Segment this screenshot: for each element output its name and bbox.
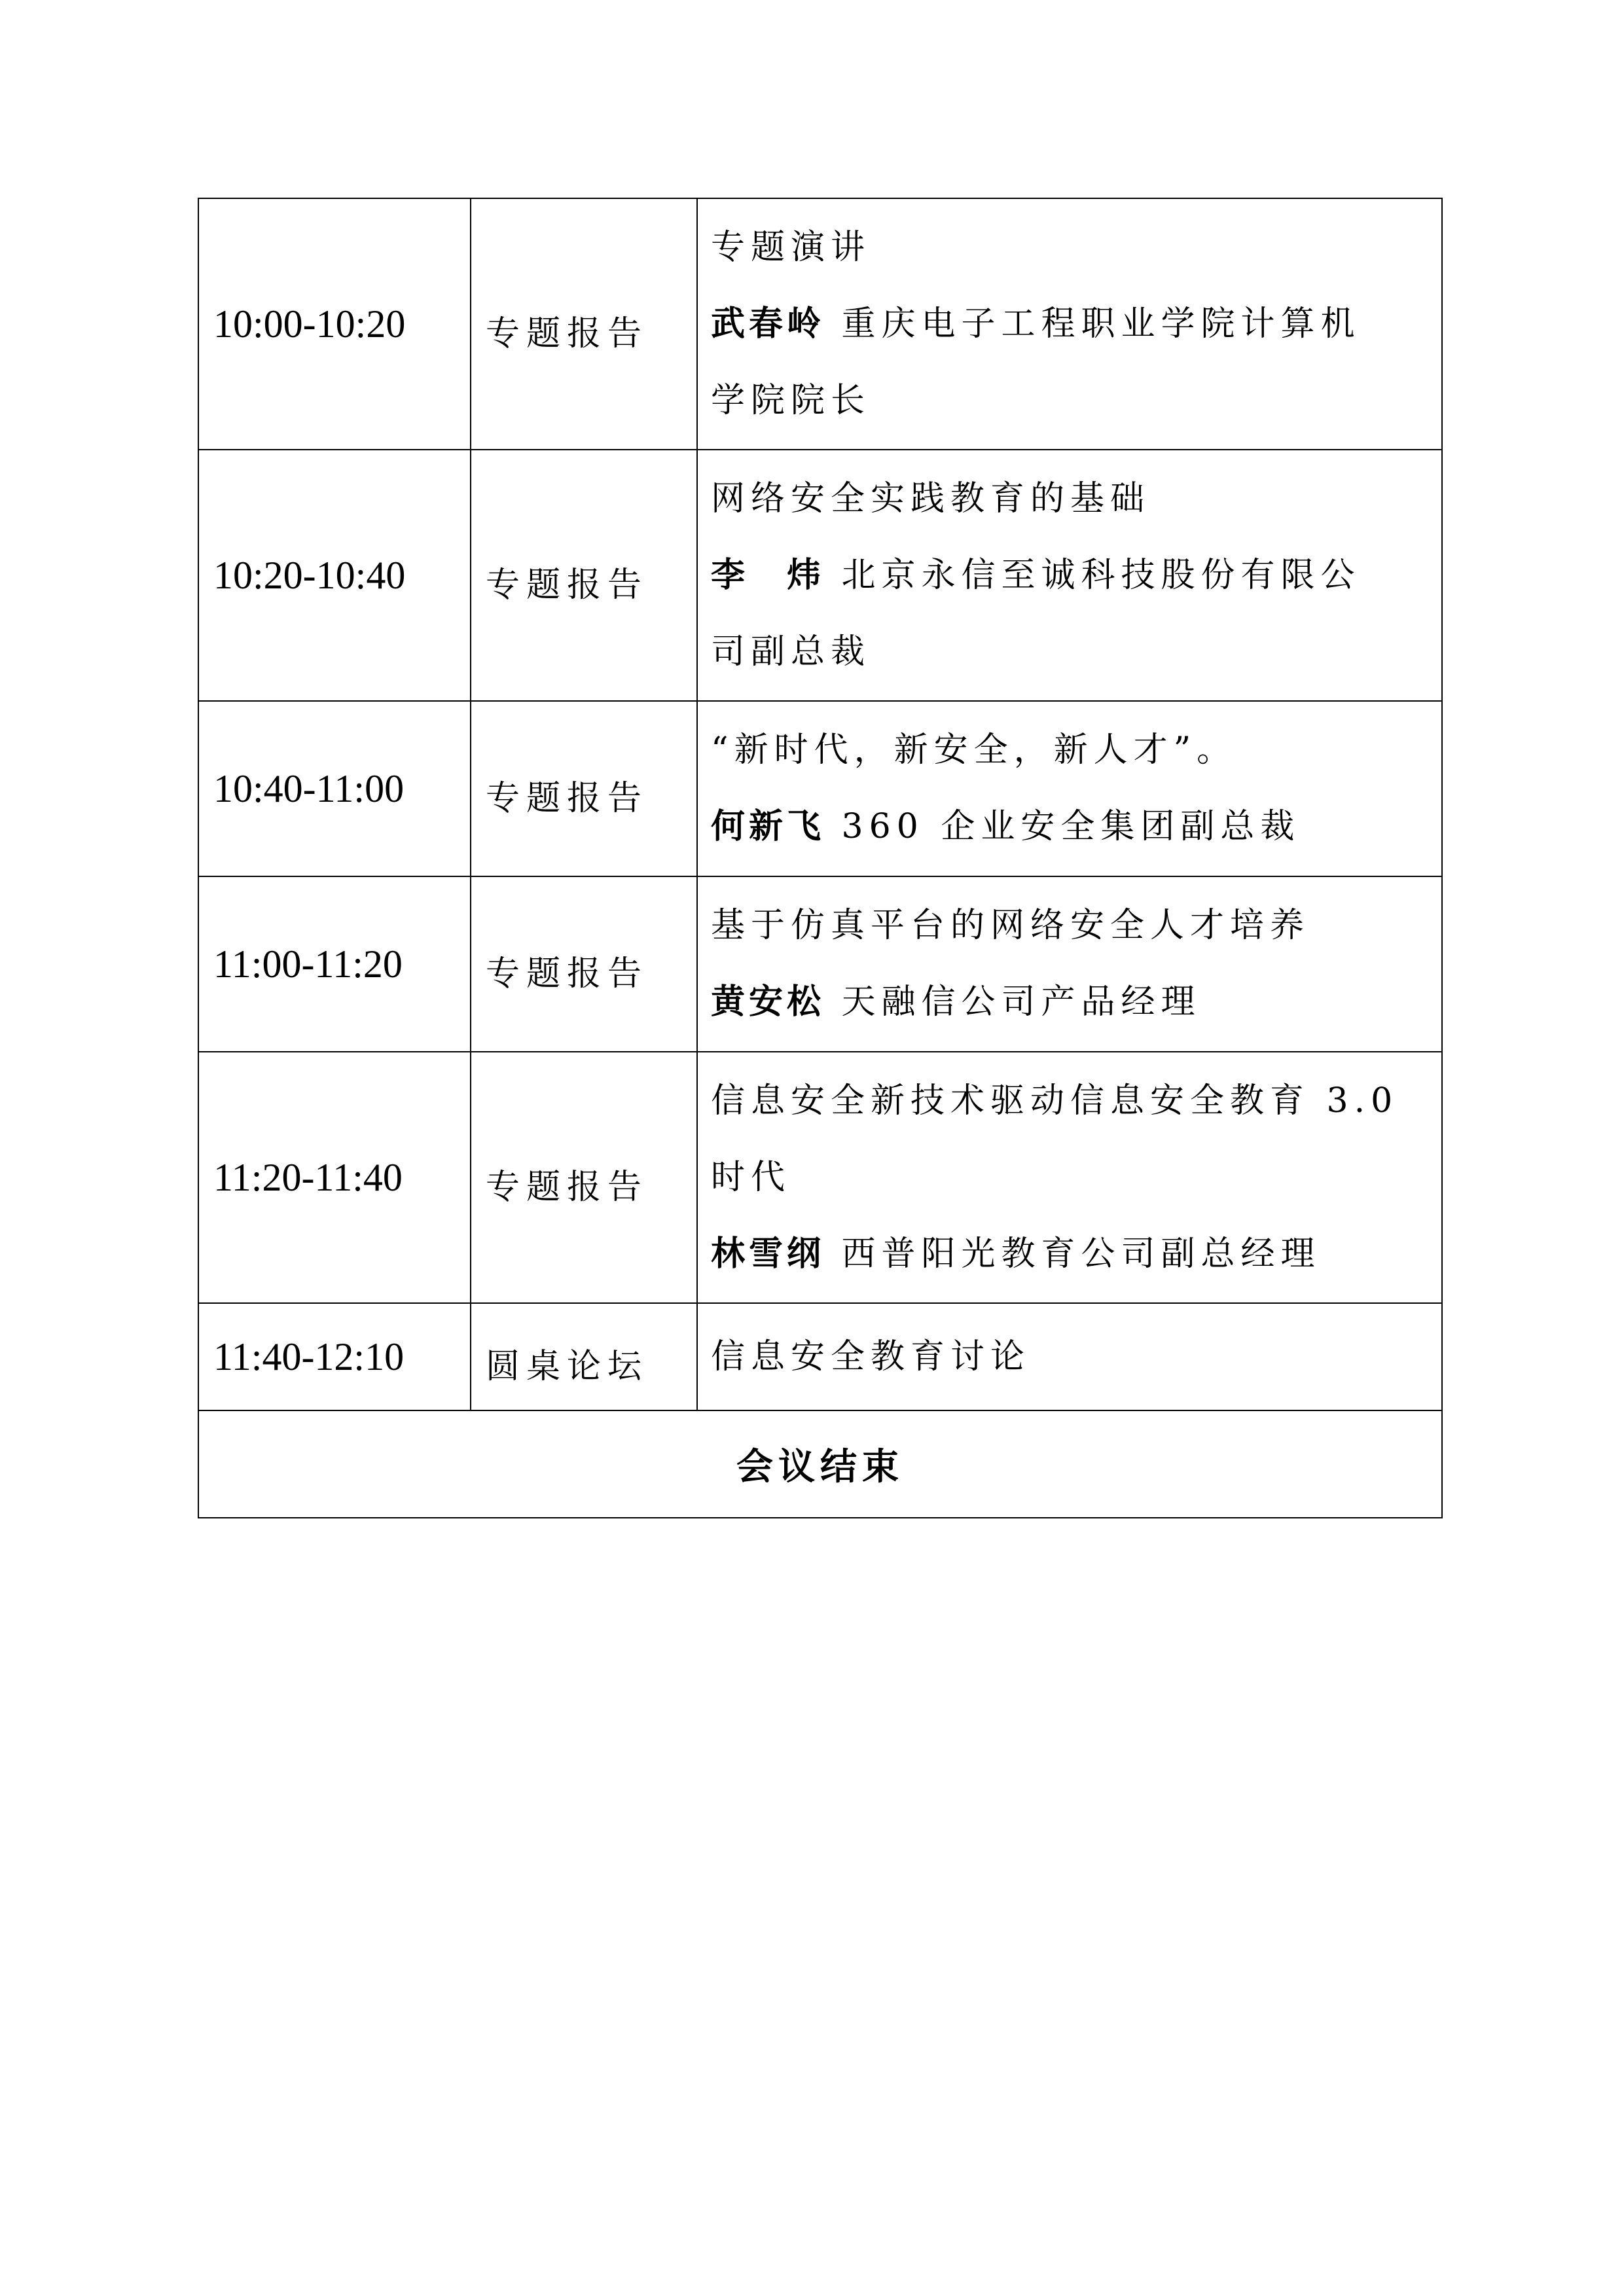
time-cell: 10:20-10:40 xyxy=(198,450,471,701)
table-row xyxy=(198,701,1442,876)
speaker-role: 重庆电子工程职业学院计算机 xyxy=(841,304,1361,344)
time-cell: 11:00-11:20 xyxy=(198,876,471,1052)
table-row xyxy=(198,198,1442,450)
agenda-table xyxy=(198,198,1443,1518)
session-content-cell xyxy=(697,1303,1442,1410)
speaker-name: 黄安松 xyxy=(711,982,825,1022)
session-content-cell xyxy=(697,450,1442,701)
closing-text: 会议结束 xyxy=(736,1446,904,1488)
session-content-cell xyxy=(697,701,1442,876)
session-type-cell: 圆桌论坛 xyxy=(471,1303,697,1410)
session-title: “新时代，新安全，新人才”。 xyxy=(711,730,1237,770)
session-content-cell xyxy=(697,876,1442,1052)
time-cell: 11:20-11:40 xyxy=(198,1052,471,1303)
session-type-cell: 专题报告 xyxy=(471,450,697,701)
speaker-line xyxy=(711,286,1434,363)
session-title: 信息安全教育讨论 xyxy=(711,1336,1031,1376)
speaker-name: 林雪纲 xyxy=(711,1234,825,1274)
session-type-cell: 专题报告 xyxy=(471,701,697,876)
speaker-role-continued: 学院院长 xyxy=(711,380,871,420)
closing-row xyxy=(198,1410,1442,1518)
speaker-line xyxy=(711,964,1434,1041)
closing-cell xyxy=(198,1410,1442,1518)
speaker-role: 西普阳光教育公司副总经理 xyxy=(841,1234,1321,1274)
session-title: 信息安全新技术驱动信息安全教育 3.0 xyxy=(711,1081,1399,1121)
session-title-continued: 时代 xyxy=(711,1157,791,1197)
session-title: 专题演讲 xyxy=(711,227,871,267)
time-cell: 10:00-10:20 xyxy=(198,198,471,450)
speaker-line xyxy=(711,1216,1434,1293)
speaker-role: 360 企业安全集团副总裁 xyxy=(841,807,1301,846)
time-cell: 11:40-12:10 xyxy=(198,1303,471,1410)
speaker-name: 何新飞 xyxy=(711,807,825,846)
session-type-cell: 专题报告 xyxy=(471,1052,697,1303)
session-content-cell xyxy=(697,198,1442,450)
speaker-role: 天融信公司产品经理 xyxy=(841,982,1201,1022)
table-row xyxy=(198,450,1442,701)
speaker-name: 李 炜 xyxy=(711,555,825,595)
session-type-cell: 专题报告 xyxy=(471,876,697,1052)
table-row xyxy=(198,1303,1442,1410)
time-cell: 10:40-11:00 xyxy=(198,701,471,876)
table-row xyxy=(198,1052,1442,1303)
session-title: 基于仿真平台的网络安全人才培养 xyxy=(711,906,1310,945)
speaker-line xyxy=(711,537,1434,614)
session-title: 网络安全实践教育的基础 xyxy=(711,478,1151,518)
session-type-cell: 专题报告 xyxy=(471,198,697,450)
speaker-role: 北京永信至诚科技股份有限公 xyxy=(841,555,1361,595)
speaker-line xyxy=(711,789,1434,865)
speaker-name: 武春岭 xyxy=(711,304,825,344)
session-content-cell xyxy=(697,1052,1442,1303)
table-row xyxy=(198,876,1442,1052)
speaker-role-continued: 司副总裁 xyxy=(711,632,871,672)
